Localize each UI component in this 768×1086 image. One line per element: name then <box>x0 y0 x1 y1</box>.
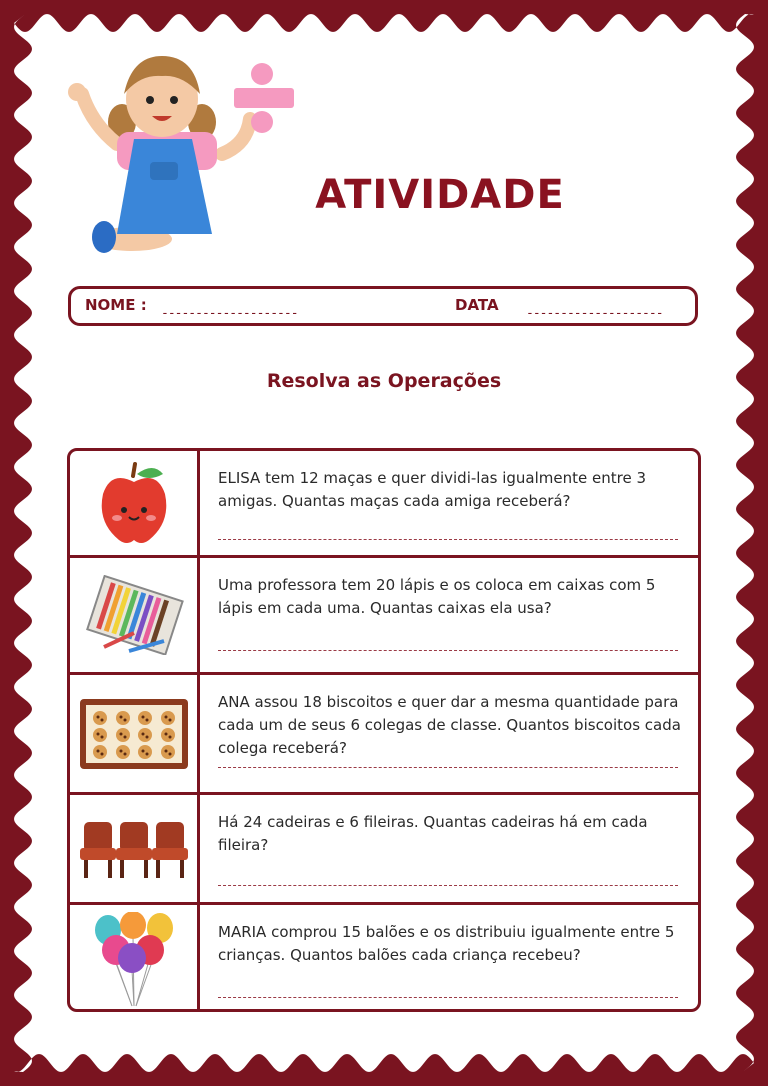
answer-line[interactable] <box>218 539 678 540</box>
answer-line[interactable] <box>218 767 678 768</box>
girl-holding-division-sign-illustration <box>62 44 302 264</box>
icon-cell <box>70 795 200 902</box>
chairs-icon <box>80 818 188 880</box>
problem-text: ANA assou 18 biscoitos e quer dar a mesma quantidade para cada um de seus 6 colegas de classe. Quantos biscoitos cada colega receberá? <box>218 693 681 757</box>
date-label: DATA <box>455 296 499 314</box>
cookies-tray-icon <box>78 697 190 771</box>
problem-text: Há 24 cadeiras e 6 fileiras. Quantas cadeiras há em cada fileira? <box>218 813 648 854</box>
problem-row <box>70 451 698 558</box>
name-label: NOME : <box>85 296 147 314</box>
problem-row <box>70 558 698 675</box>
apple-icon <box>97 460 171 546</box>
problem-row <box>70 905 698 1012</box>
name-line[interactable]: -------------------- <box>161 306 298 321</box>
problem-row <box>70 795 698 905</box>
answer-line[interactable] <box>218 885 678 886</box>
problem-text: MARIA comprou 15 balões e os distribuiu igualmente entre 5 crianças. Quantos balões cada criança recebeu? <box>218 923 675 964</box>
problem-text: ELISA tem 12 maças e quer dividi-las igualmente entre 3 amigas. Quantas maças cada amiga receberá? <box>218 469 646 510</box>
problem-text: Uma professora tem 20 lápis e os coloca em caixas com 5 lápis em cada uma. Quantas caixas ela usa? <box>218 576 656 617</box>
name-date-box <box>68 286 698 326</box>
page-title: ATIVIDADE <box>315 172 565 218</box>
balloons-icon <box>88 912 180 1008</box>
icon-cell <box>70 675 200 792</box>
date-line[interactable]: -------------------- <box>526 306 663 321</box>
problems-table <box>67 448 701 1012</box>
answer-line[interactable] <box>218 650 678 651</box>
pencils-icon <box>84 575 184 655</box>
icon-cell <box>70 905 200 1012</box>
icon-cell <box>70 451 200 555</box>
problem-row <box>70 675 698 795</box>
icon-cell <box>70 558 200 672</box>
answer-line[interactable] <box>218 997 678 998</box>
instructions-heading: Resolva as Operações <box>266 370 502 392</box>
